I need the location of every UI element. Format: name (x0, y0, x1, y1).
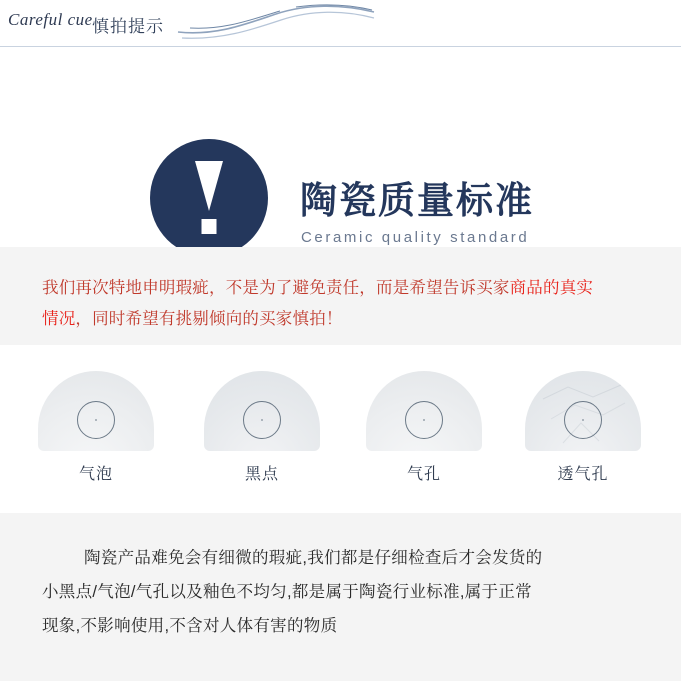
footer-line-1: 陶瓷产品难免会有细微的瑕疵,我们都是仔细检查后才会发货的 (84, 549, 543, 567)
exclamation-dot (202, 219, 217, 234)
swoosh-decoration-icon (176, 2, 376, 42)
defect-sample-1 (36, 371, 156, 484)
exclamation-mark-icon (150, 139, 268, 257)
footer-panel (0, 513, 681, 681)
footer-text (42, 541, 642, 643)
ceramic-disc-image (38, 371, 154, 451)
notice-line2-highlight: 情况 (42, 310, 76, 328)
footer-line-2: 小黑点/气泡/气孔以及釉色不均匀,都是属于陶瓷行业标准,属于正常 (42, 583, 532, 601)
notice-line2-part2: ，同时希望有挑剔倾向的买家慎拍！ (75, 310, 343, 328)
footer-line-3: 现象,不影响使用,不含对人体有害的物质 (42, 617, 338, 635)
defect-caption: 气泡 (78, 466, 113, 483)
defect-spot (261, 419, 263, 421)
defect-samples-row (0, 345, 681, 513)
defect-sample-3 (364, 371, 484, 484)
hero-title: 陶瓷质量标准 (300, 180, 534, 221)
brand-logo: Careful cue (8, 10, 93, 29)
defect-sample-2 (202, 371, 322, 484)
notice-panel (0, 247, 681, 345)
notice-line1-part1: 我们再次特地申明瑕疵，不是为了避免责任，而是希望告诉买家 (42, 279, 510, 297)
defect-spot (582, 419, 584, 421)
defect-caption: 黑点 (244, 466, 279, 483)
defect-caption: 透气孔 (557, 466, 609, 483)
defect-caption: 气孔 (406, 466, 441, 483)
header-title: 慎拍提示 (92, 17, 164, 36)
exclamation-body (195, 161, 223, 211)
defect-spot (423, 419, 425, 421)
page-header (0, 0, 681, 47)
ceramic-disc-image (204, 371, 320, 451)
ceramic-disc-image (525, 371, 641, 451)
notice-line1-highlight: 商品的真实 (509, 279, 594, 297)
notice-text (42, 273, 646, 335)
defect-spot (95, 419, 97, 421)
hero-subtitle: Ceramic quality standard (301, 229, 530, 246)
ceramic-disc-image (366, 371, 482, 451)
defect-sample-4 (523, 371, 643, 484)
hero-section (0, 47, 681, 246)
